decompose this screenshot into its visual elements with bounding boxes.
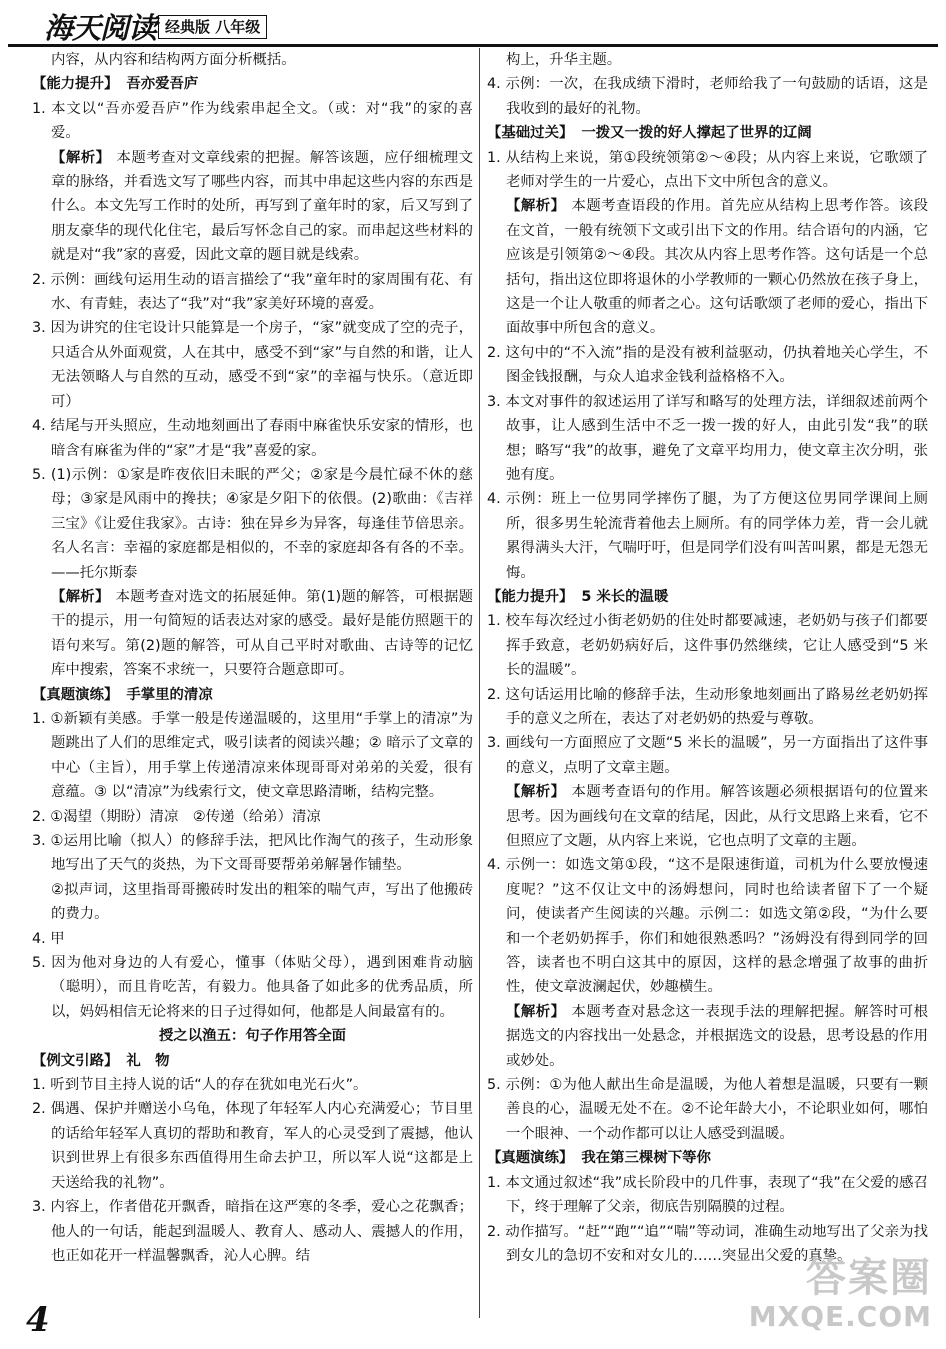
answer-item: 4. 示例：班上一位男同学摔伤了腿，为了方便这位男同学课间上厕所，很多男生轮流背着他去上厕所。有的同学体力差，背一会儿就累得满头大汗，气喘吁吁，但是同学们没有叫苦叫累，都是无怨无悔。 (487, 491, 928, 581)
section-title: 吾亦爱吾庐 (126, 76, 199, 93)
page-number: 4 (26, 1300, 50, 1340)
answer-item: 3. 因为讲究的住宅设计只能算是一个房子，“家”就变成了空的壳子，只适合从外面观赏，人在其中，感受不到“家”与自然的和谐，让人无法领略人与自然的互动，感受不到“家”的幸福与快乐。（意近即可） (32, 320, 473, 410)
analysis-text: 本题考查对选文的拓展延伸。第(1)题的解答，可根据题干的提示，用一句简短的话表达对家的感受。最好是能仿照题干的语句来写。第(2)题的解答，可从自己平时对歌曲、古诗等的记忆库中搜索，答案不求统一，只要符合题意即可。 (51, 588, 473, 679)
answer-item: 1. 本文通过叙述“我”成长阶段中的几件事，表现了“我”在父爱的感召下，终于理解了父亲，彻底告别隔膜的过程。 (487, 1174, 928, 1216)
answer-item: 2. 偶遇、保护并赠送小乌龟，体现了年轻军人内心充满爱心；节目里的话给年轻军人真切的帮助和教育，军人的心灵受到了震撼，他认识到世界上有很多东西值得用生命去护卫，所以军人说“这都是上天送给我的礼物”。 (32, 1101, 473, 1191)
answer-item: 1. ①新颖有美感。手掌一般是传递温暖的，这里用“手掌上的清凉”为题跳出了人们的思维定式，吸引读者的阅读兴趣；② 暗示了文章的中心（主旨），用手掌上传递清凉来体现哥哥对弟弟的关爱，很有意蕴。③ 以“清凉”为线索行文，使文章思路清晰，结构完整。 (32, 710, 473, 801)
column-divider (479, 48, 480, 1318)
answer-item: 2. 动作描写。“赶”“跑”“追”“喘”等动词，准确生动地写出了父亲为找到女儿的急切不安和对女儿的……突显出父爱的真挚。 (487, 1223, 928, 1264)
section-tag: 【能力提升】 (487, 588, 574, 605)
edition-label: 经典版 八年级 (158, 15, 267, 39)
section-heading (32, 1049, 473, 1073)
section-tag: 【例文引路】 (32, 1052, 119, 1069)
book-logo: 海天阅读 (44, 11, 157, 45)
right-column (487, 48, 928, 1318)
analysis-tag: 【解析】 (51, 588, 110, 605)
analysis-tag: 【解析】 (51, 149, 111, 166)
answer-item: 3. 本文对事件的叙述运用了详写和略写的处理方法，详细叙述前两个故事，让人感到生活中不乏一拨一拨的好人，由此引发“我”的联想；略写“我”的故事，避免了文章平均用力，使文章主次分明，张弛有度。 (487, 393, 928, 483)
answer-item: 5. 示例：①为他人献出生命是温暖，为他人着想是温暖，只要有一颗善良的心，温暖无处不在。②不论年龄大小，不论职业如何，哪怕一个眼神、一个动作都可以让人感受到温暖。 (487, 1077, 928, 1142)
analysis-paragraph (487, 1000, 928, 1073)
watermark-logo (748, 1246, 938, 1342)
section-title: 一拨又一拨的好人撑起了世界的辽阔 (581, 125, 812, 142)
answer-continuation: 内容，从内容和结构两方面分析概括。 (51, 52, 296, 68)
section-heading (32, 683, 473, 707)
answer-item: 1. 从结构上来说，第①段统领第②～④段；从内容上来说，它歌颂了老师对学生的一片爱心，点出下文中所包含的意义。 (487, 149, 928, 191)
answer-item: 1. 本文以“吾亦爱吾庐”作为线索串起全文。（或：对“我”的家的喜爱。 (32, 100, 473, 142)
section-tag: 【基础过关】 (487, 125, 574, 142)
answer-item: 3. 内容上，作者借花开飘香，暗指在这严寒的冬季，爱心之花飘香；他人的一句话，能起到温暖人、教育人、感动人、震撼人的作用，也正如花开一样温馨飘香，沁人心脾。结 (32, 1199, 473, 1264)
answer-item: 4. 示例：一次，在我成绩下滑时，老师给我了一句鼓励的话语，这是我收到的最好的礼物。 (487, 76, 928, 117)
answer-item: 2. ①渴望（期盼）清凉 ②传递（给弟）清凉 (32, 808, 321, 825)
analysis-paragraph (487, 780, 928, 853)
answer-item: 2. 这句话运用比喻的修辞手法，生动形象地刻画出了路易丝老奶奶挥手的意义之所在，表达了对老奶奶的热爱与尊敬。 (487, 686, 928, 727)
answer-item: 3. ①运用比喻（拟人）的修辞手法，把风比作淘气的孩子，生动形象地写出了天气的炎热，为下文哥哥要帮弟弟解暑作铺垫。 (32, 833, 473, 874)
analysis-tag: 【解析】 (506, 198, 566, 215)
analysis-tag: 【解析】 (506, 1003, 566, 1020)
section-heading (487, 585, 928, 609)
section-title: 礼 物 (126, 1052, 170, 1069)
section-heading (32, 72, 473, 96)
watermark-bottom: MXQE.COM (748, 1300, 932, 1333)
answer-item: 5. 因为他对身边的人有爱心，懂事（体贴父母），遇到困难肯动脑（聪明），而且肯吃苦，有毅力。他具备了如此多的优秀品质，所以，妈妈相信无论将来的日子过得如何，他都是人间最富有的。 (32, 955, 473, 1020)
section-tag: 【真题演练】 (32, 686, 119, 703)
answer-item: 4. 示例一：如选文第①段，“这不是限速街道，司机为什么要放慢速度呢？”这不仅让文中的汤姆想问，同时也给读者留下了一个疑问，使读者产生阅读的兴趣。示例二：如选文第②段，“为什么要和一个老奶奶挥手，你们和她很熟悉吗？”汤姆没有得到同学的回答，读者也不明白这其中的原因，这样的悬念增强了故事的曲折性，使文章波澜起伏，妙趣横生。 (487, 857, 928, 996)
answer-item: 4. 甲 (32, 930, 65, 947)
analysis-paragraph (32, 146, 473, 268)
answer-continuation: ②拟声词，这里指哥哥搬砖时发出的粗笨的喘气声，写出了他搬砖的费力。 (51, 881, 473, 923)
answer-item: 4. 结尾与开头照应，生动地刻画出了春雨中麻雀快乐安家的情形，也暗含有麻雀为伴的“家”才是“我”喜爱的家。 (32, 418, 473, 459)
answer-item: 1. 听到节目主持人说的话“人的存在犹如电光石火”。 (32, 1077, 368, 1094)
analysis-text: 本题考查语句的作用。解答该题必须根据语句的位置来思考。因为画线句在文章的结尾，因此，从行文思路上来看，它不但照应了文题，从内容上来说，它也点明了文章的主题。 (506, 784, 928, 849)
answer-item: 2. 示例：画线句运用生动的语言描绘了“我”童年时的家周围有花、有水、有青蛙，表达了“我”对“我”家美好环境的喜爱。 (32, 271, 473, 313)
section-heading (487, 1146, 928, 1170)
analysis-text: 本题考查对悬念这一表现手法的理解把握。解答时可根据选文的内容找出一处悬念，并根据选文的设悬，思考设悬的作用或妙处。 (506, 1003, 928, 1069)
answer-item: 5. (1)示例：①家是昨夜依旧未眠的严父；②家是今晨忙碌不休的慈母；③家是风雨中的搀扶；④家是夕阳下的依偎。(2)歌曲：《吉祥三宝》《让爱住我家》。古诗：独在异乡为异客，每逢佳节倍思亲。名人名言：幸福的家庭都是相似的，不幸的家庭却各有各的不幸。——托尔斯泰 (32, 466, 473, 581)
section-title: 我在第三棵树下等你 (581, 1150, 711, 1167)
method-title: 授之以渔五：句子作用答全面 (158, 1028, 347, 1045)
answer-item: 3. 画线句一方面照应了文题“5 米长的温暖”，另一方面指出了这件事的意义，点明了文章主题。 (487, 735, 928, 776)
section-tag: 【能力提升】 (32, 76, 119, 93)
page-header (8, 4, 938, 47)
left-column (32, 48, 473, 1318)
answer-continuation: 构上，升华主题。 (506, 52, 622, 68)
analysis-text: 本题考查语段的作用。首先应从结构上思考作答。该段在文首，一般有统领下文或引出下文的作用。结合语句的内涵，它应该是引领第②～④段。其次从内容上思考作答。这句话是一个总括句，指出这位即将退休的小学教师的一颗心仍然放在孩子身上，这是一个让人敬重的师者之心。这句话歌颂了老师的爱心，指出下面故事中所包含的意义。 (506, 198, 928, 337)
section-heading (487, 121, 928, 145)
analysis-paragraph (32, 585, 473, 683)
analysis-tag: 【解析】 (506, 784, 566, 801)
answer-item: 1. 校车每次经过小街老奶奶的住处时都要减速，老奶奶与孩子们都要挥手致意，老奶奶病好后，这件事仍然继续，它让人感受到“5 米长的温暖”。 (487, 613, 928, 679)
section-tag: 【真题演练】 (487, 1150, 574, 1167)
analysis-paragraph (487, 194, 928, 340)
answer-item: 2. 这句中的“不入流”指的是没有被利益驱动，仍执着地关心学生，不图金钱报酬，与众人追求金钱利益格格不入。 (487, 344, 928, 386)
analysis-text: 本题考查对文章线索的把握。解答该题，应仔细梳理文章的脉络，并看选文写了哪些内容，而其中串起这些内容的东西是什么。本文先写工作时的处所，再写到了童年时的家，后又写到了朋友豪华的现代化住宅，最后写怀念自己的家。而串起这些材料的就是对“我”家的喜爱，因此文章的题目就是线索。 (51, 149, 473, 264)
section-title: 5 米长的温暖 (581, 588, 669, 605)
watermark-top: 答案圈 (806, 1255, 932, 1301)
section-title: 手掌里的清凉 (126, 686, 213, 703)
